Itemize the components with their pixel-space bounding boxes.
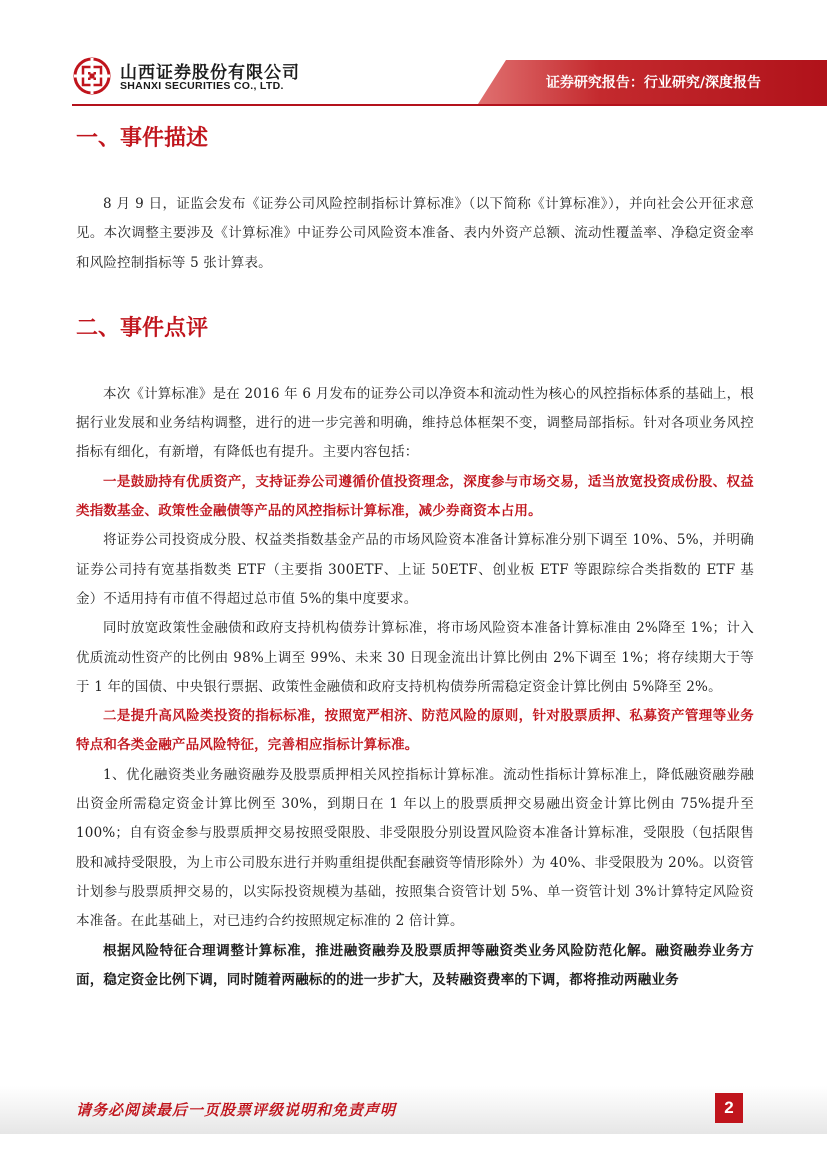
page-header [0, 0, 827, 112]
paragraph-bold-summary: 根据风险特征合理调整计算标准，推进融资融券及股票质押等融资类业务风险防范化解。融资融券业务方面，稳定资金比例下调，同时随着两融标的的进一步扩大，及转融资费率的下调，都将推动两融业务 [76, 942, 754, 988]
highlight-point-two: 二是提升高风险类投资的指标标准，按照宽严相济、防范风险的原则，针对股票质押、私募资产管理等业务特点和各类金融产品风险特征，完善相应指标计算标准。 [76, 708, 754, 754]
section-title-event-description: 一、事件描述 [76, 126, 209, 151]
highlight-point-one: 一是鼓励持有优质资产，支持证券公司遵循价值投资理念，深度参与市场交易，适当放宽投资成份股、权益类指数基金、政策性金融债等产品的风控指标计算标准，减少券商资本占用。 [76, 473, 754, 520]
page-number: 2 [715, 1093, 743, 1123]
report-body [76, 120, 754, 995]
report-type-label: 证券研究报告：行业研究/深度报告 [545, 75, 761, 91]
paragraph-etf-adjustment: 将证券公司投资成分股、权益类指数基金产品的市场风险资本准备计算标准分别下调至 10%、5%，并明确证券公司持有宽基指数类 ETF（主要指 300ETF、上证 50ETF、创业板 ETF 等跟踪综合类指数的 ETF 基金）不适用持有市值不得超过总市值 5%的集中度要求。 [76, 532, 754, 607]
company-name-en: SHANXI SECURITIES CO., LTD. [120, 80, 284, 92]
paragraph-margin-pledge: 1、优化融资类业务融资融券及股票质押相关风控指标计算标准。流动性指标计算标准上，降低融资融券融出资金所需稳定资金计算比例至 30%，到期日在 1 年以上的股票质押交易融出资金计算比例由 75%提升至 100%；自有资金参与股票质押交易按照受限股、非受限股分别设置风险资本准备计算标准，受限股（包括限售股和减持受限股，为上市公司股东进行并购重组提供配套融资等情形除外）为 40%、非受限股为 20%。以资管计划参与股票质押交易的，以实际投资规模为基础，按照集合资管计划 5%、单一资管计划 3%计算特定风险资本准备。在此基础上，对已违约合约按照规定标准的 2 倍计算。 [76, 766, 754, 930]
paragraph-bond-adjustment: 同时放宽政策性金融债和政府支持机构债券计算标准，将市场风险资本准备计算标准由 2%降至 1%；计入优质流动性资产的比例由 98%上调至 99%、未来 30 日现金流出计算比例由 2%下调至 1%；将存续期大于等于 1 年的国债、中央银行票据、政策性金融债和政府支持机构债券所需稳定资金计算比例由 5%降至 2%。 [76, 620, 754, 695]
paragraph-event-description: 8 月 9 日，证监会发布《证券公司风险控制指标计算标准》（以下简称《计算标准》），并向社会公开征求意见。本次调整主要涉及《计算标准》中证券公司风险资本准备、表内外资产总额、流动性覆盖率、净稳定资金率和风险控制指标等 5 张计算表。 [76, 196, 754, 271]
company-name-cn: 山西证券股份有限公司 [120, 63, 300, 83]
disclaimer-notice: 请务必阅读最后一页股票评级说明和免责声明 [76, 1101, 397, 1119]
paragraph-intro: 本次《计算标准》是在 2016 年 6 月发布的证券公司以净资本和流动性为核心的风控指标体系的基础上，根据行业发展和业务结构调整，进行的进一步完善和明确，维持总体框架不变，调整局部指标。针对各项业务风控指标有细化，有新增，有降低也有提升。主要内容包括： [76, 385, 755, 461]
header-divider [72, 104, 827, 106]
shanxi-securities-logo-icon [72, 56, 112, 96]
section-title-event-commentary: 二、事件点评 [76, 315, 209, 341]
